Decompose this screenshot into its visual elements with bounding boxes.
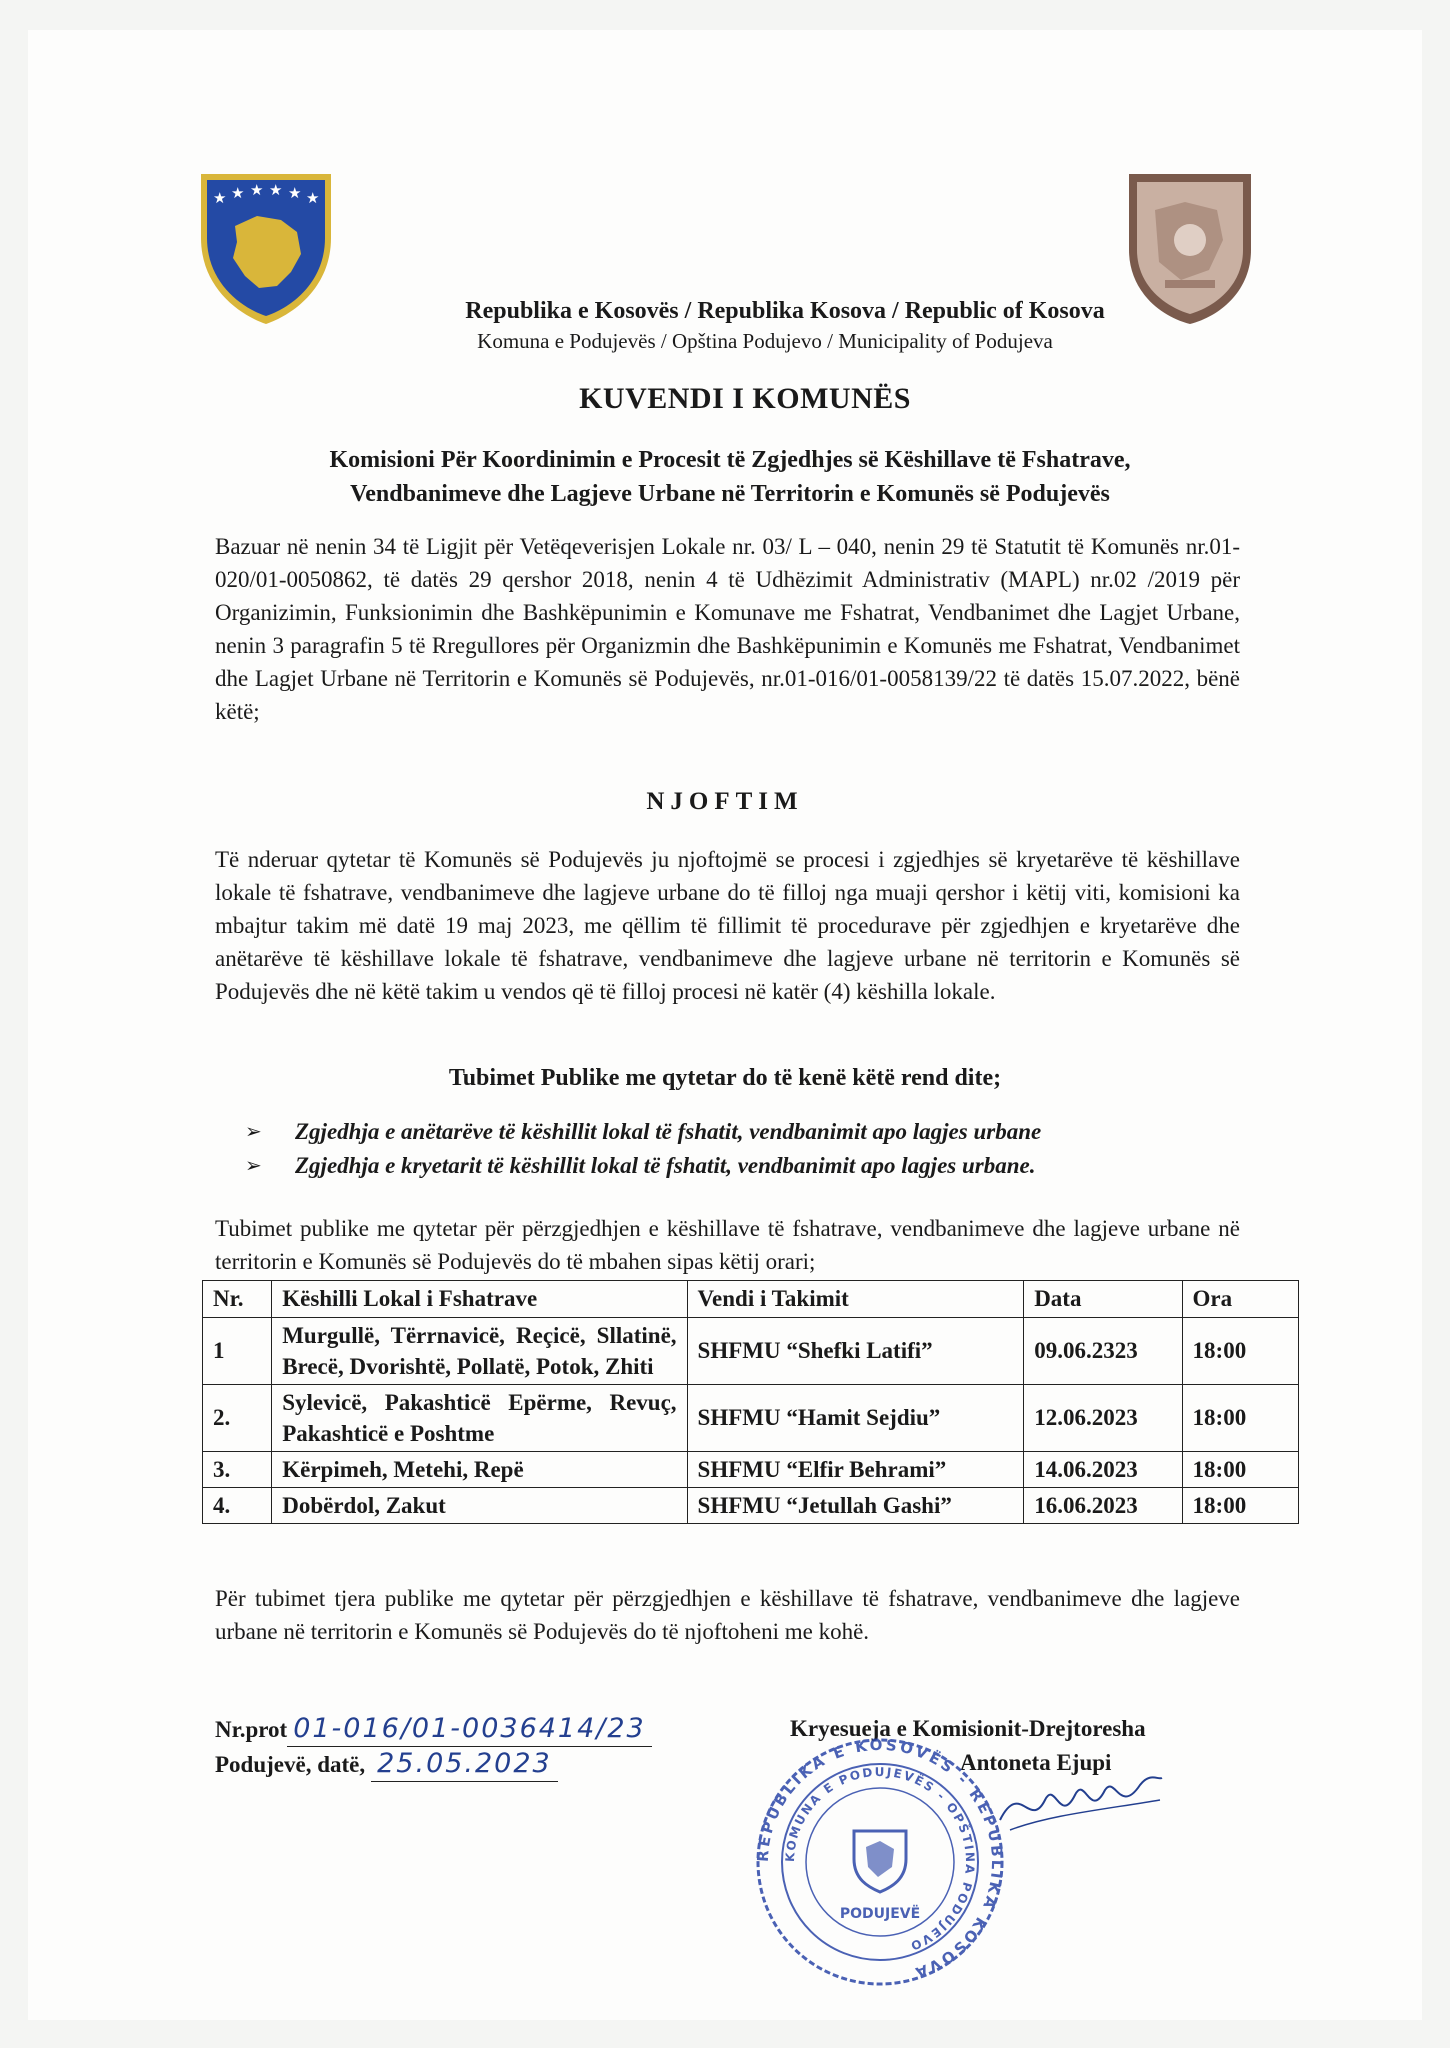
protocol-number: 01-016/01-0036414/23 <box>287 1712 652 1747</box>
header-council: Këshilli Lokal i Fshatrave <box>272 1281 687 1318</box>
row-time: 18:00 <box>1182 1452 1298 1488</box>
notice-paragraph: Të nderuar qytetar të Komunës së Podujevës ju njoftojmë se procesi i zgjedhjes së kryetarëve të këshillave lokale të fshatrave, vendbanimeve dhe lagjeve urbane do të filloj nga muaji qershor i këtij viti, komisioni ka mbajtur takim më datë 19 maj 2023, me qëllim të fillimit të procedurave për zgjedhjen e kryetarëve dhe anëtarëve të këshillave lokale të fshatrave, vendbanimeve dhe lagjeve urbane në territorin e Komunës së Podujevës dhe në këtë takim u vendos që të filloj procesi në katër (4) këshilla lokale. <box>215 847 1240 1004</box>
svg-text:★: ★ <box>250 181 264 199</box>
row-places: Dobërdol, Zakut <box>272 1488 687 1524</box>
header-date: Data <box>1024 1281 1182 1318</box>
municipality-name-line: Komuna e Podujevës / Opština Podujevo / Municipality of Podujeva <box>477 329 1053 353</box>
signatory-role: Kryesueja e Komisionit-Drejtoresha <box>790 1716 1146 1741</box>
letterhead <box>250 298 1250 354</box>
schedule-intro: Tubimet publike me qytetar për përzgjedhjen e këshillave të fshatrave, vendbanimeve dhe lagjeve urbane në territorin e Komunës së Podujevës do të mbahen sipas këtij orari; <box>215 1216 1240 1274</box>
row-places: Murgullë, Tërrnavicë, Reçicë, Sllatinë, Brecë, Dvorishtë, Pollatë, Potok, Zhiti <box>272 1318 687 1385</box>
assembly-title: KUVENDI I KOMUNËS <box>579 382 911 415</box>
row-nr: 2. <box>203 1385 272 1452</box>
schedule-table <box>202 1280 1299 1524</box>
handwritten-date: 25.05.2023 <box>371 1747 558 1782</box>
row-venue: SHFMU “Shefki Latifi” <box>687 1318 1024 1385</box>
signatory-name: Antoneta Ejupi <box>960 1750 1112 1775</box>
row-venue: SHFMU “Jetullah Gashi” <box>687 1488 1024 1524</box>
row-time: 18:00 <box>1182 1318 1298 1385</box>
state-name-line: Republika e Kosovës / Republika Kosova / Republic of Kosova <box>465 298 1105 324</box>
notice-title: NJOFTIM <box>646 788 804 815</box>
table-row <box>203 1318 1299 1385</box>
row-nr: 4. <box>203 1488 272 1524</box>
commission-title-line1: Komisioni Për Koordinimin e Procesit të Zgjedhjes së Këshillave të Fshatrave, <box>329 447 1131 473</box>
row-nr: 1 <box>203 1318 272 1385</box>
place-date-label: Podujevë, datë, <box>215 1752 366 1777</box>
table-row <box>203 1385 1299 1452</box>
row-places: Sylevicë, Pakashticë Epërme, Revuç, Pakashticë e Poshtme <box>272 1385 687 1452</box>
row-date: 12.06.2023 <box>1024 1385 1182 1452</box>
row-nr: 3. <box>203 1452 272 1488</box>
handwritten-signature-icon <box>990 1760 1170 1850</box>
table-row <box>203 1488 1299 1524</box>
row-date: 14.06.2023 <box>1024 1452 1182 1488</box>
protocol-label: Nr.prot <box>215 1717 288 1742</box>
header-nr: Nr. <box>203 1281 272 1318</box>
header-venue: Vendi i Takimit <box>687 1281 1024 1318</box>
agenda-title: Tubimet Publike me qytetar do të kenë këtë rend dite; <box>448 1065 1002 1091</box>
row-venue: SHFMU “Hamit Sejdiu” <box>687 1385 1024 1452</box>
svg-text:★: ★ <box>213 189 227 207</box>
agenda-item-text: Zgjedhja e anëtarëve të këshillit lokal të fshatit, vendbanimit apo lagjes urbane <box>295 1119 1042 1144</box>
agenda-list <box>245 1115 1245 1183</box>
row-time: 18:00 <box>1182 1385 1298 1452</box>
svg-text:★: ★ <box>288 184 302 202</box>
row-date: 09.06.2323 <box>1024 1318 1182 1385</box>
agenda-item-text: Zgjedhja e kryetarit të këshillit lokal të fshatit, vendbanimit apo lagjes urbane. <box>295 1153 1036 1178</box>
arrow-bullet-icon: ➢ <box>245 1155 262 1177</box>
svg-text:★: ★ <box>269 181 283 199</box>
official-stamp-icon <box>750 1735 1010 1990</box>
table-row <box>203 1452 1299 1488</box>
stamp-inner-text: KOMUNA E PODUJEVËS - OPŠTINA PODUJEVO <box>782 1764 978 1954</box>
agenda-item <box>245 1115 1245 1149</box>
svg-text:★: ★ <box>306 189 320 207</box>
stamp-outer-text: REPUBLIKA E KOSOVËS - REPUBLIKA KOSOVA <box>753 1735 1007 1983</box>
header-time: Ora <box>1182 1281 1298 1318</box>
row-venue: SHFMU “Elfir Behrami” <box>687 1452 1024 1488</box>
legal-basis-paragraph: Bazuar në nenin 34 të Ligjit për Vetëqeverisjen Lokale nr. 03/ L – 040, nenin 29 të Statutit të Komunës nr.01-020/01-0050862, të datës 29 qershor 2018, nenin 4 të Udhëzimit Administrativ (MAPL) nr.02 /2019 për Organizimin, Funksionimin dhe Bashkëpunimin e Komunave me Fshatrat, Vendbanimet dhe Lagjet Urbane, nenin 3 paragrafin 5 të Rregullores për Organizmin dhe Bashkëpunimin e Komunës me Fshatrat, Vendbanimet dhe Lagjet Urbane në Territorin e Komunës së Podujevës, nr.01-016/01-0058139/22 të datës 15.07.2022, bënë këtë; <box>215 534 1240 724</box>
svg-text:★: ★ <box>231 184 245 202</box>
agenda-item <box>245 1149 1245 1183</box>
commission-title <box>200 443 1260 511</box>
stamp-center-text: PODUJEVË <box>839 1906 921 1922</box>
closing-paragraph: Për tubimet tjera publike me qytetar për përzgjedhjen e këshillave të fshatrave, vendbanimeve dhe lagjeve urbane në territorin e Komunës së Podujevës do të njoftoheni me kohë. <box>215 1586 1240 1644</box>
table-header-row <box>203 1281 1299 1318</box>
row-time: 18:00 <box>1182 1488 1298 1524</box>
row-date: 16.06.2023 <box>1024 1488 1182 1524</box>
row-places: Kërpimeh, Metehi, Repë <box>272 1452 687 1488</box>
arrow-bullet-icon: ➢ <box>245 1121 262 1143</box>
commission-title-line2: Vendbanimeve dhe Lagjeve Urbane në Territorin e Komunës së Podujevës <box>350 481 1110 507</box>
